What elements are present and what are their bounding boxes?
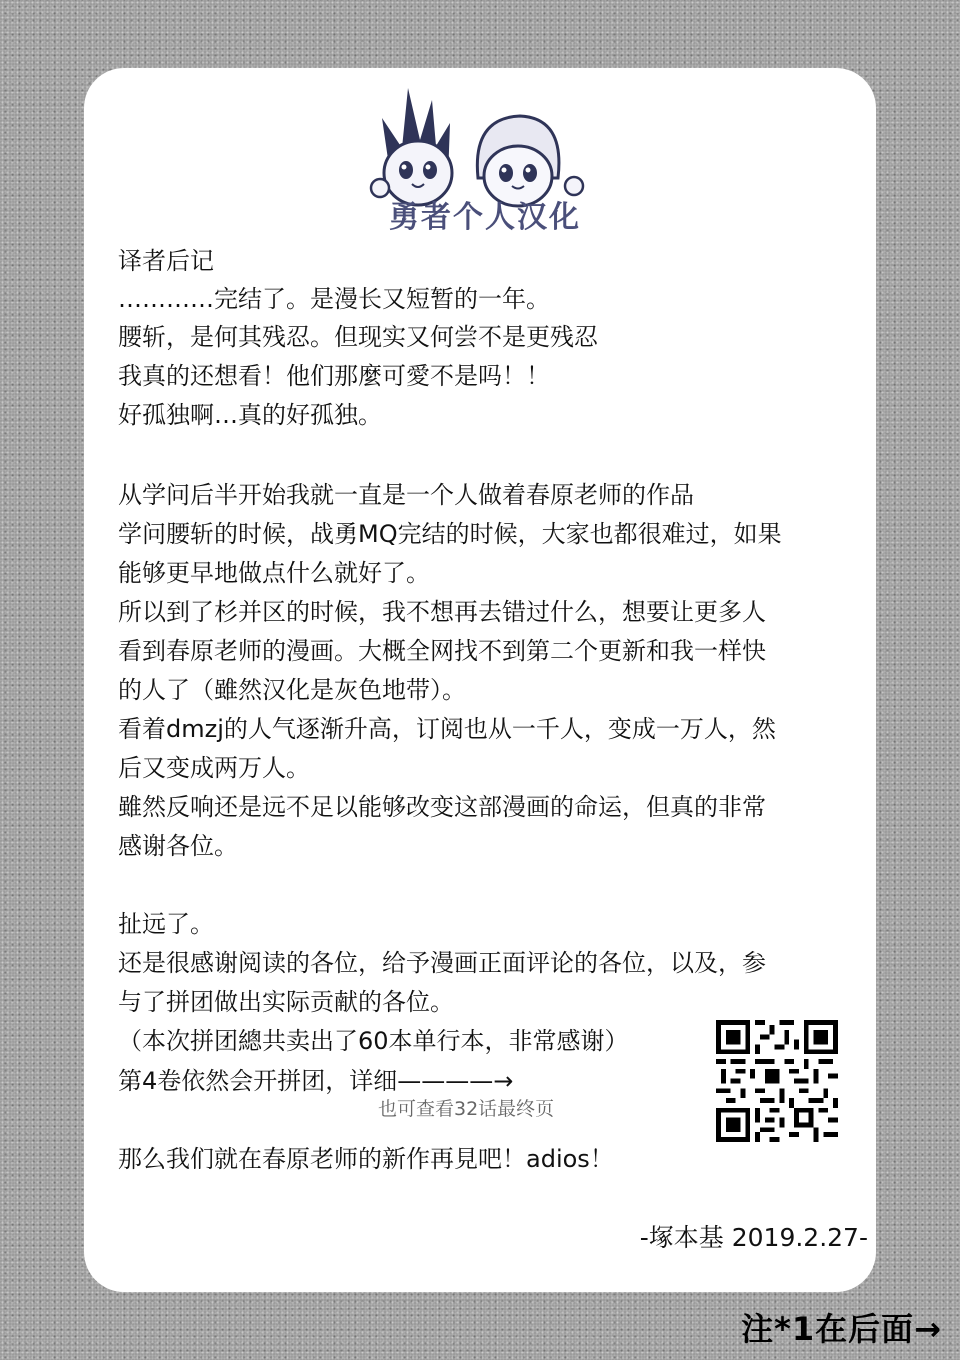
text-line: 学问腰斩的时候，战勇MQ完结的时候，大家也都很难过，如果 bbox=[118, 520, 782, 548]
small-note: 也可查看32话最终页 bbox=[378, 1098, 555, 1120]
text-line: （本次拼团總共卖出了60本单行本，非常感谢） bbox=[118, 1027, 629, 1055]
qr-code-icon[interactable] bbox=[716, 1020, 838, 1142]
text-line: 从学问后半开始我就一直是一个人做着春原老师的作品 bbox=[118, 481, 694, 509]
text-line: 第4卷依然会开拼团，详细————→ bbox=[118, 1067, 514, 1095]
text-line: 所以到了杉并区的时候，我不想再去错过什么，想要让更多人 bbox=[118, 598, 766, 626]
text-line: 看着dmzj的人气逐渐升高，订阅也从一千人，变成一万人，然 bbox=[118, 715, 776, 743]
text-line: 我真的还想看！他们那麼可愛不是吗！！ bbox=[118, 362, 550, 390]
text-line: 那么我们就在春原老师的新作再見吧！adios！ bbox=[118, 1145, 614, 1173]
text-line: …………完结了。是漫长又短暂的一年。 bbox=[118, 285, 550, 313]
text-line: 腰斩，是何其残忍。但现实又何尝不是更残忍 bbox=[118, 323, 598, 351]
text-line: 感谢各位。 bbox=[118, 832, 238, 860]
text-line: 的人了（雖然汉化是灰色地带）。 bbox=[118, 676, 466, 704]
signature: -塚本基 2019.2.27- bbox=[639, 1223, 868, 1252]
text-line: 看到春原老师的漫画。大概全网找不到第二个更新和我一样快 bbox=[118, 637, 766, 665]
text-line: 好孤独啊…真的好孤独。 bbox=[118, 401, 382, 429]
text-line: 还是很感谢阅读的各位，给予漫画正面评论的各位，以及，参 bbox=[118, 949, 766, 977]
footer-note: 注*1在后面→ bbox=[741, 1310, 942, 1348]
text-line: 雖然反响还是远不足以能够改变这部漫画的命运，但真的非常 bbox=[118, 793, 766, 821]
logo-title: 勇者个人汉化 bbox=[389, 200, 581, 235]
text-line: 与了拼团做出实际贡献的各位。 bbox=[118, 988, 454, 1016]
text-line: 译者后记 bbox=[118, 247, 214, 275]
text-line: 能够更早地做点什么就好了。 bbox=[118, 559, 430, 587]
text-line: 扯远了。 bbox=[118, 910, 214, 938]
text-line: 后又变成两万人。 bbox=[118, 754, 310, 782]
